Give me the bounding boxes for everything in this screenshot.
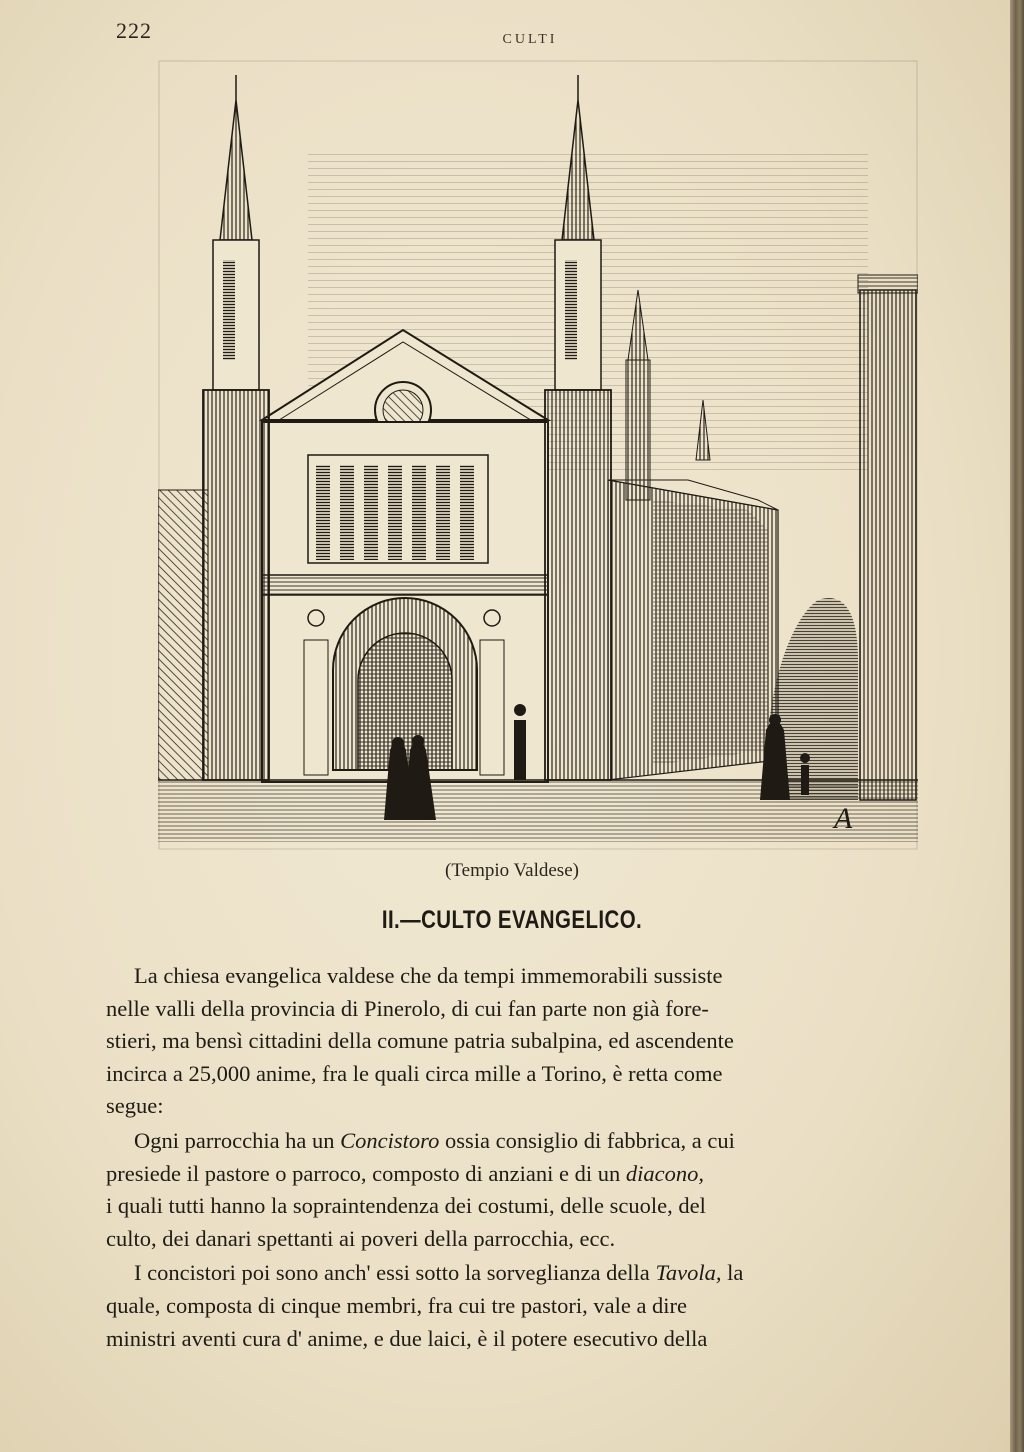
text-line: i quali tutti hanno la sopraintendenza dei costumi, delle scuole, del <box>106 1193 706 1219</box>
figure-caption: (Tempio Valdese) <box>445 860 579 881</box>
engraver-mark: A <box>834 802 853 835</box>
italic-term: Tavola, <box>655 1260 722 1286</box>
text-line: culto, dei danari spettanti ai poveri della parrocchia, ecc. <box>106 1225 616 1251</box>
paragraph-3 <box>106 1257 936 1355</box>
text-line: incirca a 25,000 anime, fra le quali circa mille a Torino, è retta come <box>106 1060 723 1086</box>
text-line <box>106 1125 936 1158</box>
text-run: presiede il pastore o parroco, composto di anziani e di un <box>106 1160 626 1186</box>
left-tower <box>203 75 269 780</box>
text-line: ministri aventi cura d' anime, e due laici, è il potere esecutivo della <box>106 1325 708 1351</box>
text-line <box>106 1257 936 1290</box>
italic-term: Concistoro <box>340 1127 440 1153</box>
text-line: quale, composta di cinque membri, fra cui tre pastori, vale a dire <box>106 1292 688 1318</box>
text-line: La chiesa evangelica valdese che da tempi immemorabili sussiste <box>134 963 723 988</box>
text-line <box>106 1158 936 1191</box>
text-line: segue: <box>106 1093 164 1119</box>
body-text <box>106 960 936 1355</box>
text-run: I concistori poi sono anch' essi sotto la sorveglianza della <box>134 1260 656 1286</box>
paragraph-2 <box>106 1125 936 1255</box>
right-building <box>858 275 918 800</box>
church-engraving <box>158 60 918 850</box>
paragraph-1 <box>106 960 936 1123</box>
italic-term: diacono, <box>625 1160 704 1186</box>
page-number: 222 <box>116 18 152 43</box>
running-head: CULTI <box>502 32 558 47</box>
side-nave <box>608 480 778 780</box>
page-edge <box>1010 0 1024 1452</box>
section-heading: II.—CULTO EVANGELICO. <box>381 906 643 934</box>
text-run: la <box>721 1260 744 1286</box>
text-run: Ogni parrocchia ha un <box>134 1127 341 1153</box>
church-facade <box>262 330 548 782</box>
text-run: ossia consiglio di fabbrica, a cui <box>439 1127 735 1153</box>
text-line: stieri, ma bensì cittadini della comune patria subalpina, ed ascendente <box>106 1028 734 1054</box>
text-line: nelle valli della provincia di Pinerolo, di cui fan parte non già fore- <box>106 995 709 1021</box>
